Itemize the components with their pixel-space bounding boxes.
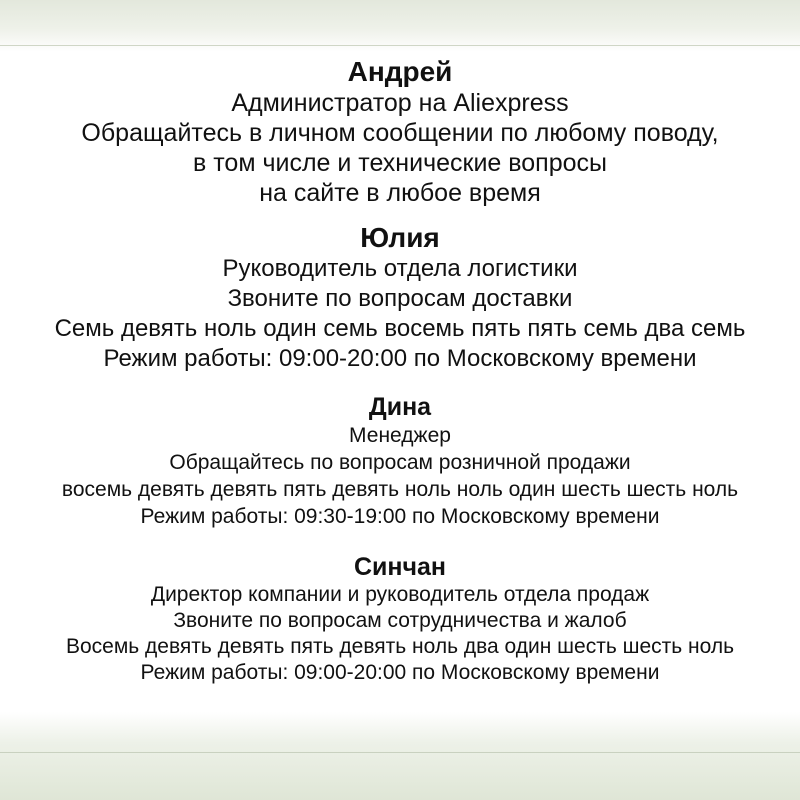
contact-role: Администратор на Aliexpress xyxy=(231,89,569,117)
contact-role: Руководитель отдела логистики xyxy=(222,255,578,282)
contact-phone-words: Восемь девять девять пять девять ноль два один шесть шесть ноль xyxy=(65,635,735,658)
contact-andrey xyxy=(0,56,800,208)
contact-role: Директор компании и руководитель отдела продаж xyxy=(150,583,650,606)
contact-note: Звоните по вопросам доставки xyxy=(227,285,573,312)
contact-name: Юлия xyxy=(360,222,440,253)
bottom-frame-band xyxy=(0,712,800,800)
contact-dina xyxy=(0,392,800,530)
contact-note: на сайте в любое время xyxy=(259,179,541,207)
bottom-frame-divider xyxy=(0,752,800,753)
contact-yulia xyxy=(0,222,800,374)
contact-phone-words: Семь девять ноль один семь восемь пять пять семь два семь xyxy=(54,315,746,342)
contact-note: Обращайтесь в личном сообщении по любому поводу, xyxy=(81,119,719,147)
contact-hours: Режим работы: 09:00-20:00 по Московскому времени xyxy=(103,345,697,372)
contact-shinchan xyxy=(0,552,800,686)
contact-phone-words: восемь девять девять пять девять ноль ноль один шесть шесть ноль xyxy=(61,478,739,501)
contact-name: Андрей xyxy=(347,56,453,87)
contact-role: Менеджер xyxy=(349,424,451,447)
contact-note: Звоните по вопросам сотрудничества и жалоб xyxy=(173,609,627,632)
contact-hours: Режим работы: 09:00-20:00 по Московскому времени xyxy=(140,661,660,684)
top-frame-divider xyxy=(0,45,800,46)
contact-hours: Режим работы: 09:30-19:00 по Московскому времени xyxy=(140,505,660,528)
contact-note: Обращайтесь по вопросам розничной продажи xyxy=(169,451,631,474)
contact-note: в том числе и технические вопросы xyxy=(193,149,607,177)
contacts-list xyxy=(0,56,800,686)
contact-name: Дина xyxy=(368,393,432,421)
contact-name: Синчан xyxy=(353,553,447,581)
